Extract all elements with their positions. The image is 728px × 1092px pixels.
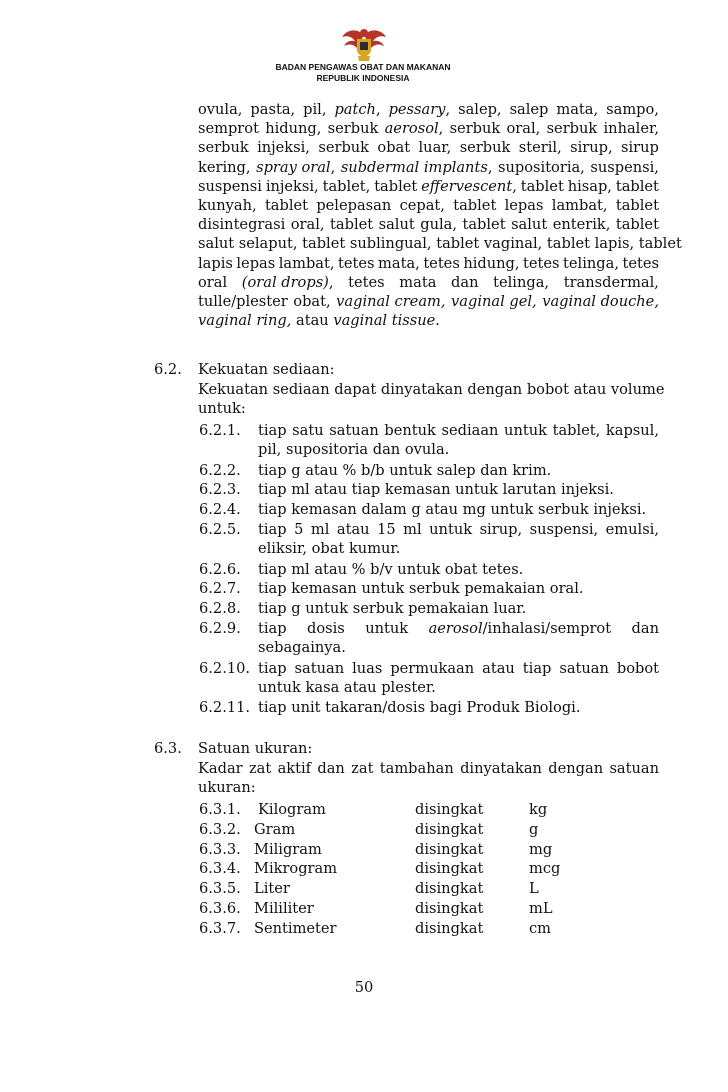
text-line <box>198 196 659 215</box>
text-line: salut selaput, tablet sublingual, tablet vaginal, tablet lapis, tablet <box>198 235 682 253</box>
word: serbuk <box>546 120 598 138</box>
word: tetes <box>523 254 560 272</box>
word: oral <box>198 273 228 291</box>
item-number: 6.2.9. <box>199 620 241 637</box>
section-intro-line: Kadar zat aktif dan zat tambahan dinyatakan dengan satuan <box>198 760 659 777</box>
word: hidung, <box>463 254 520 272</box>
text-line: tiap kemasan dalam g atau mg untuk serbuk injeksi. <box>258 501 647 519</box>
text-line: untuk kasa atau plester. <box>258 678 436 696</box>
unit-number: 6.3.1. <box>199 801 241 818</box>
item-number: 6.2.11. <box>199 699 251 717</box>
word: sirup <box>621 139 659 157</box>
word: serbuk <box>198 139 249 157</box>
word: tiap <box>258 620 287 637</box>
word: salep, <box>458 101 502 118</box>
text-line: tiap kemasan untuk serbuk pemakaian oral. <box>258 580 584 598</box>
garuda-emblem <box>341 26 387 62</box>
unit-number: 6.3.3. <box>199 840 241 858</box>
word: dan <box>631 620 659 637</box>
item-text <box>258 461 659 480</box>
item-text <box>258 659 659 697</box>
word: lambat, <box>278 254 335 272</box>
word: inhaler, <box>603 120 659 138</box>
section-intro-line: Kekuatan sediaan dapat dinyatakan dengan bobot atau volume <box>198 381 665 398</box>
unit-name: Gram <box>254 820 296 838</box>
word: (oral drops), <box>241 273 334 291</box>
unit-abbreviation: mg <box>529 840 553 858</box>
unit-abbreviation: mL <box>529 900 553 917</box>
unit-label: disingkat <box>415 919 484 937</box>
text-line: tiap unit takaran/dosis bagi Produk Biologi. <box>258 699 581 717</box>
text-line <box>198 273 659 292</box>
text-line <box>198 158 659 177</box>
word: pessary, <box>388 101 451 118</box>
text-line: tiap ml atau % b/v untuk obat tetes. <box>258 560 524 578</box>
word: salut <box>511 216 548 234</box>
word: semprot <box>198 120 259 138</box>
word: serbuk <box>459 139 511 157</box>
section-intro-line: untuk: <box>198 400 246 418</box>
text-line <box>198 138 659 157</box>
word: aerosol, <box>384 120 444 138</box>
item-number: 6.2.7. <box>199 580 241 598</box>
word: sampo, <box>606 101 659 118</box>
word: tetes <box>348 273 385 291</box>
item-text <box>258 698 659 717</box>
word: supositoria, <box>498 158 585 176</box>
word: enterik, <box>552 216 611 234</box>
text-line <box>258 619 659 638</box>
item-number: 6.2.6. <box>199 560 241 578</box>
word: ovula, <box>198 101 243 118</box>
word: mata <box>399 273 437 291</box>
word: tablet <box>264 196 309 214</box>
word: kering, <box>198 158 251 176</box>
word: serbuk <box>449 120 501 138</box>
word: oral, <box>506 120 541 138</box>
word: cepat, <box>399 196 445 214</box>
word: . <box>435 312 440 330</box>
unit-name: Liter <box>254 880 290 898</box>
section-number: 6.2. <box>154 361 182 378</box>
header-line-1: BADAN PENGAWAS OBAT DAN MAKANAN <box>275 62 451 72</box>
text-line: tiap satuan luas permukaan atau tiap satuan bobot <box>258 659 659 677</box>
unit-number: 6.3.6. <box>199 900 241 917</box>
word: salut <box>378 216 415 234</box>
word: vaginal gel, <box>451 292 537 310</box>
unit-abbreviation: cm <box>529 919 552 937</box>
word: tablet <box>462 216 506 234</box>
word: suspensi, <box>590 158 659 176</box>
unit-abbreviation: kg <box>529 801 548 818</box>
word: tetes <box>338 254 375 272</box>
word: tetes <box>622 254 659 272</box>
word: vaginal tissue <box>333 312 436 330</box>
page-number: 50 <box>354 979 374 996</box>
word: pelepasan <box>316 196 392 214</box>
item-text <box>258 619 659 657</box>
word: atau <box>291 312 334 330</box>
item-number: 6.2.5. <box>199 521 241 538</box>
word: patch, <box>334 101 381 118</box>
word: telinga, <box>563 254 619 272</box>
word: tetes <box>423 254 460 272</box>
word: subdermal implants, <box>340 158 493 176</box>
unit-label: disingkat <box>415 801 484 818</box>
item-number: 6.2.1. <box>199 422 241 439</box>
word: disintegrasi <box>198 216 286 234</box>
word: mata, <box>556 101 599 118</box>
unit-label: disingkat <box>415 900 484 917</box>
unit-name: Mikrogram <box>254 860 338 878</box>
item-number: 6.2.3. <box>199 481 241 499</box>
word: salep <box>509 101 549 118</box>
word: dan <box>451 273 479 291</box>
unit-name: Mililiter <box>254 900 314 917</box>
word: transdermal, <box>563 273 659 291</box>
unit-label: disingkat <box>415 880 484 898</box>
word: tablet <box>453 196 497 214</box>
unit-number: 6.3.2. <box>199 820 241 838</box>
unit-name: Kilogram <box>258 801 326 818</box>
word: sirup, <box>570 139 613 157</box>
text-line <box>198 311 659 330</box>
dosage-forms-paragraph <box>198 100 682 330</box>
text-line <box>198 100 659 119</box>
word: lapis <box>198 254 233 272</box>
word: hidung, <box>265 120 322 138</box>
agency-header <box>0 62 728 84</box>
text-line <box>198 254 659 273</box>
text-line: sebagainya. <box>258 639 346 657</box>
text-line <box>198 292 659 311</box>
word: spray oral, <box>256 158 336 176</box>
word: tablet <box>330 216 374 234</box>
text-line: tiap 5 ml atau 15 ml untuk sirup, suspensi, emulsi, <box>258 521 659 538</box>
word: mata, <box>378 254 420 272</box>
word: effervescent, <box>421 177 517 195</box>
item-text <box>258 520 659 558</box>
word: tulle/plester <box>198 292 288 310</box>
word: tablet <box>374 177 418 195</box>
item-text <box>258 560 659 579</box>
word: kunyah, <box>198 196 257 214</box>
word: steril, <box>518 139 562 157</box>
unit-name: Sentimeter <box>254 919 337 937</box>
item-number: 6.2.4. <box>199 501 241 519</box>
item-number: 6.2.8. <box>199 600 241 618</box>
text-line <box>198 177 659 196</box>
word: gula, <box>420 216 457 234</box>
section-intro <box>198 380 665 418</box>
item-number: 6.2.10. <box>199 659 251 677</box>
unit-number: 6.3.7. <box>199 919 241 937</box>
word: suspensi <box>198 177 262 195</box>
item-number: 6.2.2. <box>199 461 241 479</box>
section-number: 6.3. <box>154 740 182 757</box>
word: vaginal cream, <box>336 292 446 310</box>
unit-label: disingkat <box>415 820 484 838</box>
word: tablet, <box>322 177 371 195</box>
unit-label: disingkat <box>415 840 484 858</box>
word: tablet <box>615 196 659 214</box>
section-title: Satuan ukuran: <box>198 740 313 757</box>
word: pasta, <box>250 101 296 118</box>
word: vaginal ring, <box>198 312 292 330</box>
word: oral, <box>290 216 325 234</box>
word: lambat, <box>551 196 608 214</box>
header-line-2: REPUBLIK INDONESIA <box>316 73 410 83</box>
unit-abbreviation: mcg <box>529 860 561 878</box>
word: lepas <box>504 196 544 214</box>
word: aerosol/inhalasi/semprot <box>428 620 612 637</box>
text-line: tiap satu satuan bentuk sediaan untuk tablet, kapsul, <box>258 422 659 439</box>
section-intro <box>198 759 659 797</box>
word: tablet <box>520 177 564 195</box>
word: tablet <box>615 216 659 234</box>
word: injeksi, <box>257 139 310 157</box>
text-line <box>198 119 659 138</box>
item-text <box>258 480 659 499</box>
section-title: Kekuatan sediaan: <box>198 361 335 378</box>
unit-number: 6.3.4. <box>199 860 241 878</box>
word: obat, <box>293 292 331 310</box>
text-line: tiap g atau % b/b untuk salep dan krim. <box>258 461 552 479</box>
word: injeksi, <box>265 177 319 195</box>
text-line: tiap g untuk serbuk pemakaian luar. <box>258 600 527 618</box>
item-text <box>258 599 659 618</box>
word: telinga, <box>493 273 550 291</box>
word: serbuk <box>327 120 379 138</box>
word: vaginal douche, <box>542 292 659 310</box>
unit-label: disingkat <box>415 860 484 878</box>
section-intro-line: ukuran: <box>198 779 256 797</box>
text-line: eliksir, obat kumur. <box>258 540 401 558</box>
item-text <box>258 421 659 459</box>
word: lepas <box>236 254 276 272</box>
word: obat <box>377 139 411 157</box>
word: untuk <box>365 620 409 637</box>
word: serbuk <box>318 139 370 157</box>
unit-number: 6.3.5. <box>199 880 241 898</box>
text-line: pil, supositoria dan ovula. <box>258 441 450 459</box>
item-text <box>258 500 659 519</box>
word: pil, <box>303 101 327 118</box>
word: luar, <box>418 139 452 157</box>
item-text <box>258 579 659 598</box>
word: dosis <box>307 620 345 637</box>
text-line: tiap ml atau tiap kemasan untuk larutan injeksi. <box>258 481 614 499</box>
unit-name: Miligram <box>254 840 322 858</box>
unit-abbreviation: g <box>529 820 539 838</box>
word: tablet <box>615 177 659 195</box>
text-line <box>198 215 659 234</box>
word: hisap, <box>567 177 612 195</box>
unit-abbreviation: L <box>529 880 539 898</box>
